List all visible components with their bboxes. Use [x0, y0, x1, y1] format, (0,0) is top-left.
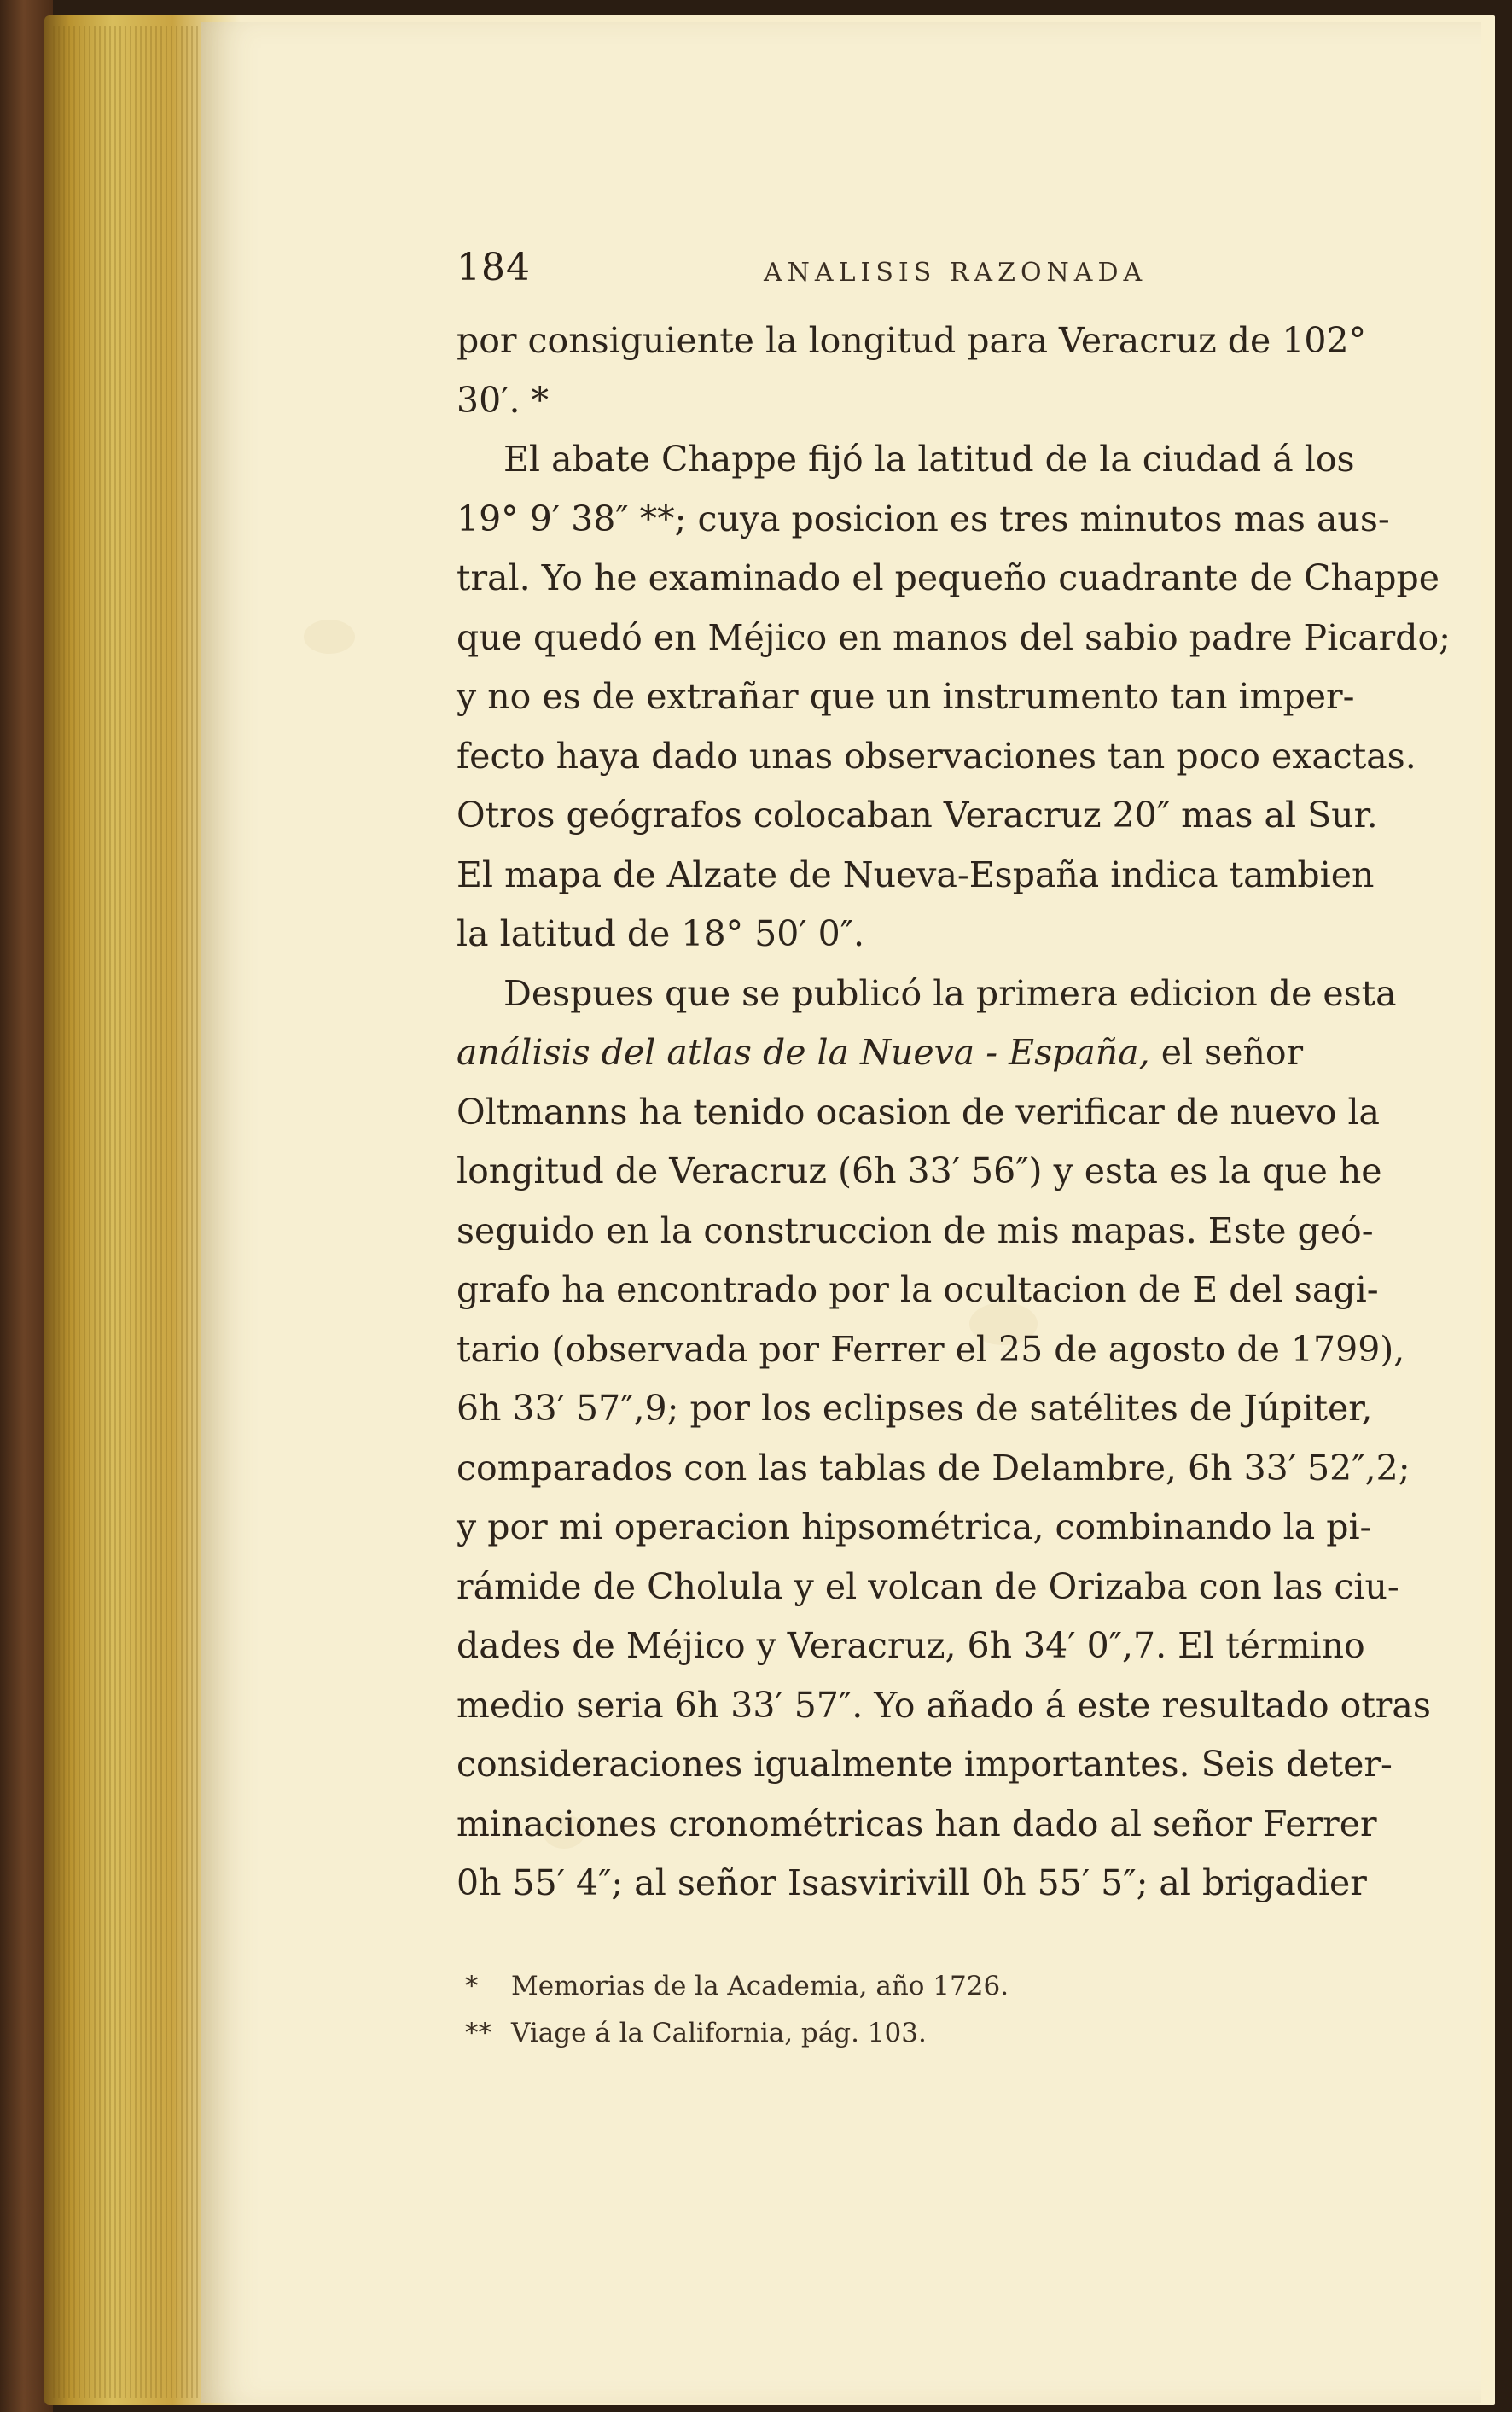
text-line: Despues que se publicó la primera edicion de esta: [503, 972, 1397, 1014]
body-text: [457, 312, 1451, 1914]
text-line: 30′. *: [457, 379, 550, 421]
paragraph: [457, 964, 1429, 1914]
text-line: longitud de Veracruz (6h 33′ 56″) y esta es la que he: [457, 1151, 1382, 1191]
text-fragment: el señor: [1149, 1032, 1304, 1073]
footnotes: [465, 1963, 1404, 2057]
text-line: por consiguiente la longitud para Veracruz de 102°: [457, 320, 1367, 361]
paragraph: [457, 312, 1429, 430]
text-line: tral. Yo he examinado el pequeño cuadrante de Chappe: [457, 557, 1440, 598]
text-line: comparados con las tablas de Delambre, 6h 33′ 52″,2;: [457, 1447, 1410, 1489]
text-line: que quedó en Méjico en manos del sabio padre Picardo;: [457, 616, 1451, 658]
text-line: fecto haya dado unas observaciones tan poco exactas.: [457, 735, 1416, 777]
text-line: El mapa de Alzate de Nueva-España indica tambien: [457, 854, 1375, 895]
footnote-text: Viage á la California, pág. 103.: [511, 2018, 927, 2048]
text-line: Oltmanns ha tenido ocasion de verificar de nuevo la: [457, 1091, 1380, 1133]
footnote-mark: **: [465, 2018, 491, 2048]
text-line: consideraciones igualmente importantes. Seis deter-: [457, 1744, 1393, 1785]
text-line: 6h 33′ 57″,9; por los eclipses de satélites de Júpiter,: [457, 1388, 1373, 1429]
paragraph: [457, 430, 1451, 964]
text-line: y no es de extrañar que un instrumento tan imper-: [457, 676, 1355, 717]
text-line: la latitud de 18° 50′ 0″.: [457, 913, 865, 954]
footnote-text: Memorias de la Academia, año 1726.: [511, 1971, 1009, 2001]
text-line: medio seria 6h 33′ 57″. Yo añado á este resultado otras: [457, 1684, 1431, 1726]
footnote: [465, 2010, 1404, 2057]
running-head: [457, 246, 1412, 297]
page-number: 184: [457, 246, 531, 289]
text-line: minaciones cronométricas han dado al señor Ferrer: [457, 1803, 1377, 1844]
text-line: grafo ha encontrado por la ocultacion de E del sagi-: [457, 1269, 1379, 1310]
running-title: ANALISIS RAZONADA: [764, 258, 1148, 288]
text-line: y por mi operacion hipsométrica, combinando la pi-: [457, 1506, 1372, 1547]
text-line: 19° 9′ 38″ **; cuya posicion es tres minutos mas aus-: [457, 498, 1390, 539]
text-line: 0h 55′ 4″; al señor Isasvirivill 0h 55′ 5″; al brigadier: [457, 1862, 1367, 1903]
text-line: El abate Chappe fijó la latitud de la ciudad á los: [503, 439, 1355, 480]
footnote: [465, 1963, 1404, 2010]
text-line: Otros geógrafos colocaban Veracruz 20″ mas al Sur.: [457, 795, 1378, 836]
gilt-page-edges: [53, 26, 202, 2398]
text-line: rámide de Cholula y el volcan de Orizaba con las ciu-: [457, 1565, 1399, 1607]
text-line: dades de Méjico y Veracruz, 6h 34′ 0″,7. El término: [457, 1625, 1365, 1666]
text-line: seguido en la construccion de mis mapas. Este geó-: [457, 1209, 1374, 1251]
text-line: [457, 1023, 1429, 1083]
italic-title: análisis del atlas de la Nueva - España,: [457, 1032, 1150, 1073]
text-line: tario (observada por Ferrer el 25 de agosto de 1799),: [457, 1328, 1405, 1370]
footnote-mark: *: [465, 1971, 479, 2001]
